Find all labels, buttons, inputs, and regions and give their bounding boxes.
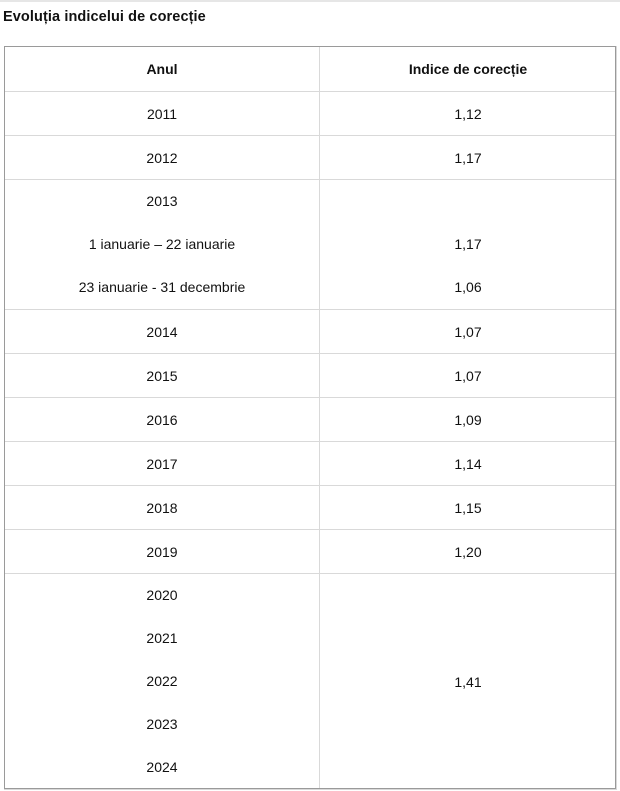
correction-index-table bbox=[4, 46, 617, 790]
table-row-2020-2024 bbox=[5, 574, 617, 790]
index-cell: 1,09 bbox=[320, 398, 617, 442]
table-row bbox=[5, 442, 617, 486]
header-index: Indice de corecție bbox=[320, 47, 617, 92]
year-cell: 2018 bbox=[5, 486, 320, 530]
index-cell: 1,12 bbox=[320, 92, 617, 136]
table-row bbox=[5, 398, 617, 442]
year-cell: 2012 bbox=[5, 136, 320, 180]
year-cell: 2017 bbox=[5, 442, 320, 486]
year-cell: 2016 bbox=[5, 398, 320, 442]
index-cell-2020-2024: 1,41 bbox=[320, 574, 617, 790]
year-label: 2024 bbox=[146, 759, 178, 775]
table-row bbox=[5, 136, 617, 180]
year-label: 2022 bbox=[146, 673, 178, 689]
index-cell: 1,07 bbox=[320, 310, 617, 354]
table-row-2013 bbox=[5, 180, 617, 310]
year-cell: 2011 bbox=[5, 92, 320, 136]
header-year: Anul bbox=[5, 47, 320, 92]
year-cell: 2014 bbox=[5, 310, 320, 354]
period-index: 1,06 bbox=[454, 279, 482, 295]
period-label: 1 ianuarie – 22 ianuarie bbox=[88, 236, 236, 252]
year-cell: 2015 bbox=[5, 354, 320, 398]
period-index: 1,17 bbox=[454, 236, 482, 252]
index-cell: 1,20 bbox=[320, 530, 617, 574]
year-cell-2013 bbox=[5, 180, 320, 310]
table-row bbox=[5, 310, 617, 354]
year-label: 2020 bbox=[146, 587, 178, 603]
year-label: 2013 bbox=[146, 193, 178, 209]
index-cell-2013 bbox=[320, 180, 617, 310]
year-label: 2023 bbox=[146, 716, 178, 732]
period-label: 23 ianuarie - 31 decembrie bbox=[78, 279, 246, 295]
index-cell: 1,07 bbox=[320, 354, 617, 398]
table-row bbox=[5, 354, 617, 398]
year-cell-2020-2024 bbox=[5, 574, 320, 790]
table-header-row bbox=[5, 47, 617, 92]
table-row bbox=[5, 92, 617, 136]
top-divider bbox=[0, 0, 620, 2]
index-cell: 1,14 bbox=[320, 442, 617, 486]
index-cell: 1,17 bbox=[320, 136, 617, 180]
page-title: Evoluția indicelui de corecție bbox=[3, 9, 206, 25]
year-cell: 2019 bbox=[5, 530, 320, 574]
index-cell: 1,15 bbox=[320, 486, 617, 530]
table-row bbox=[5, 530, 617, 574]
table-row bbox=[5, 486, 617, 530]
year-label: 2021 bbox=[146, 630, 178, 646]
